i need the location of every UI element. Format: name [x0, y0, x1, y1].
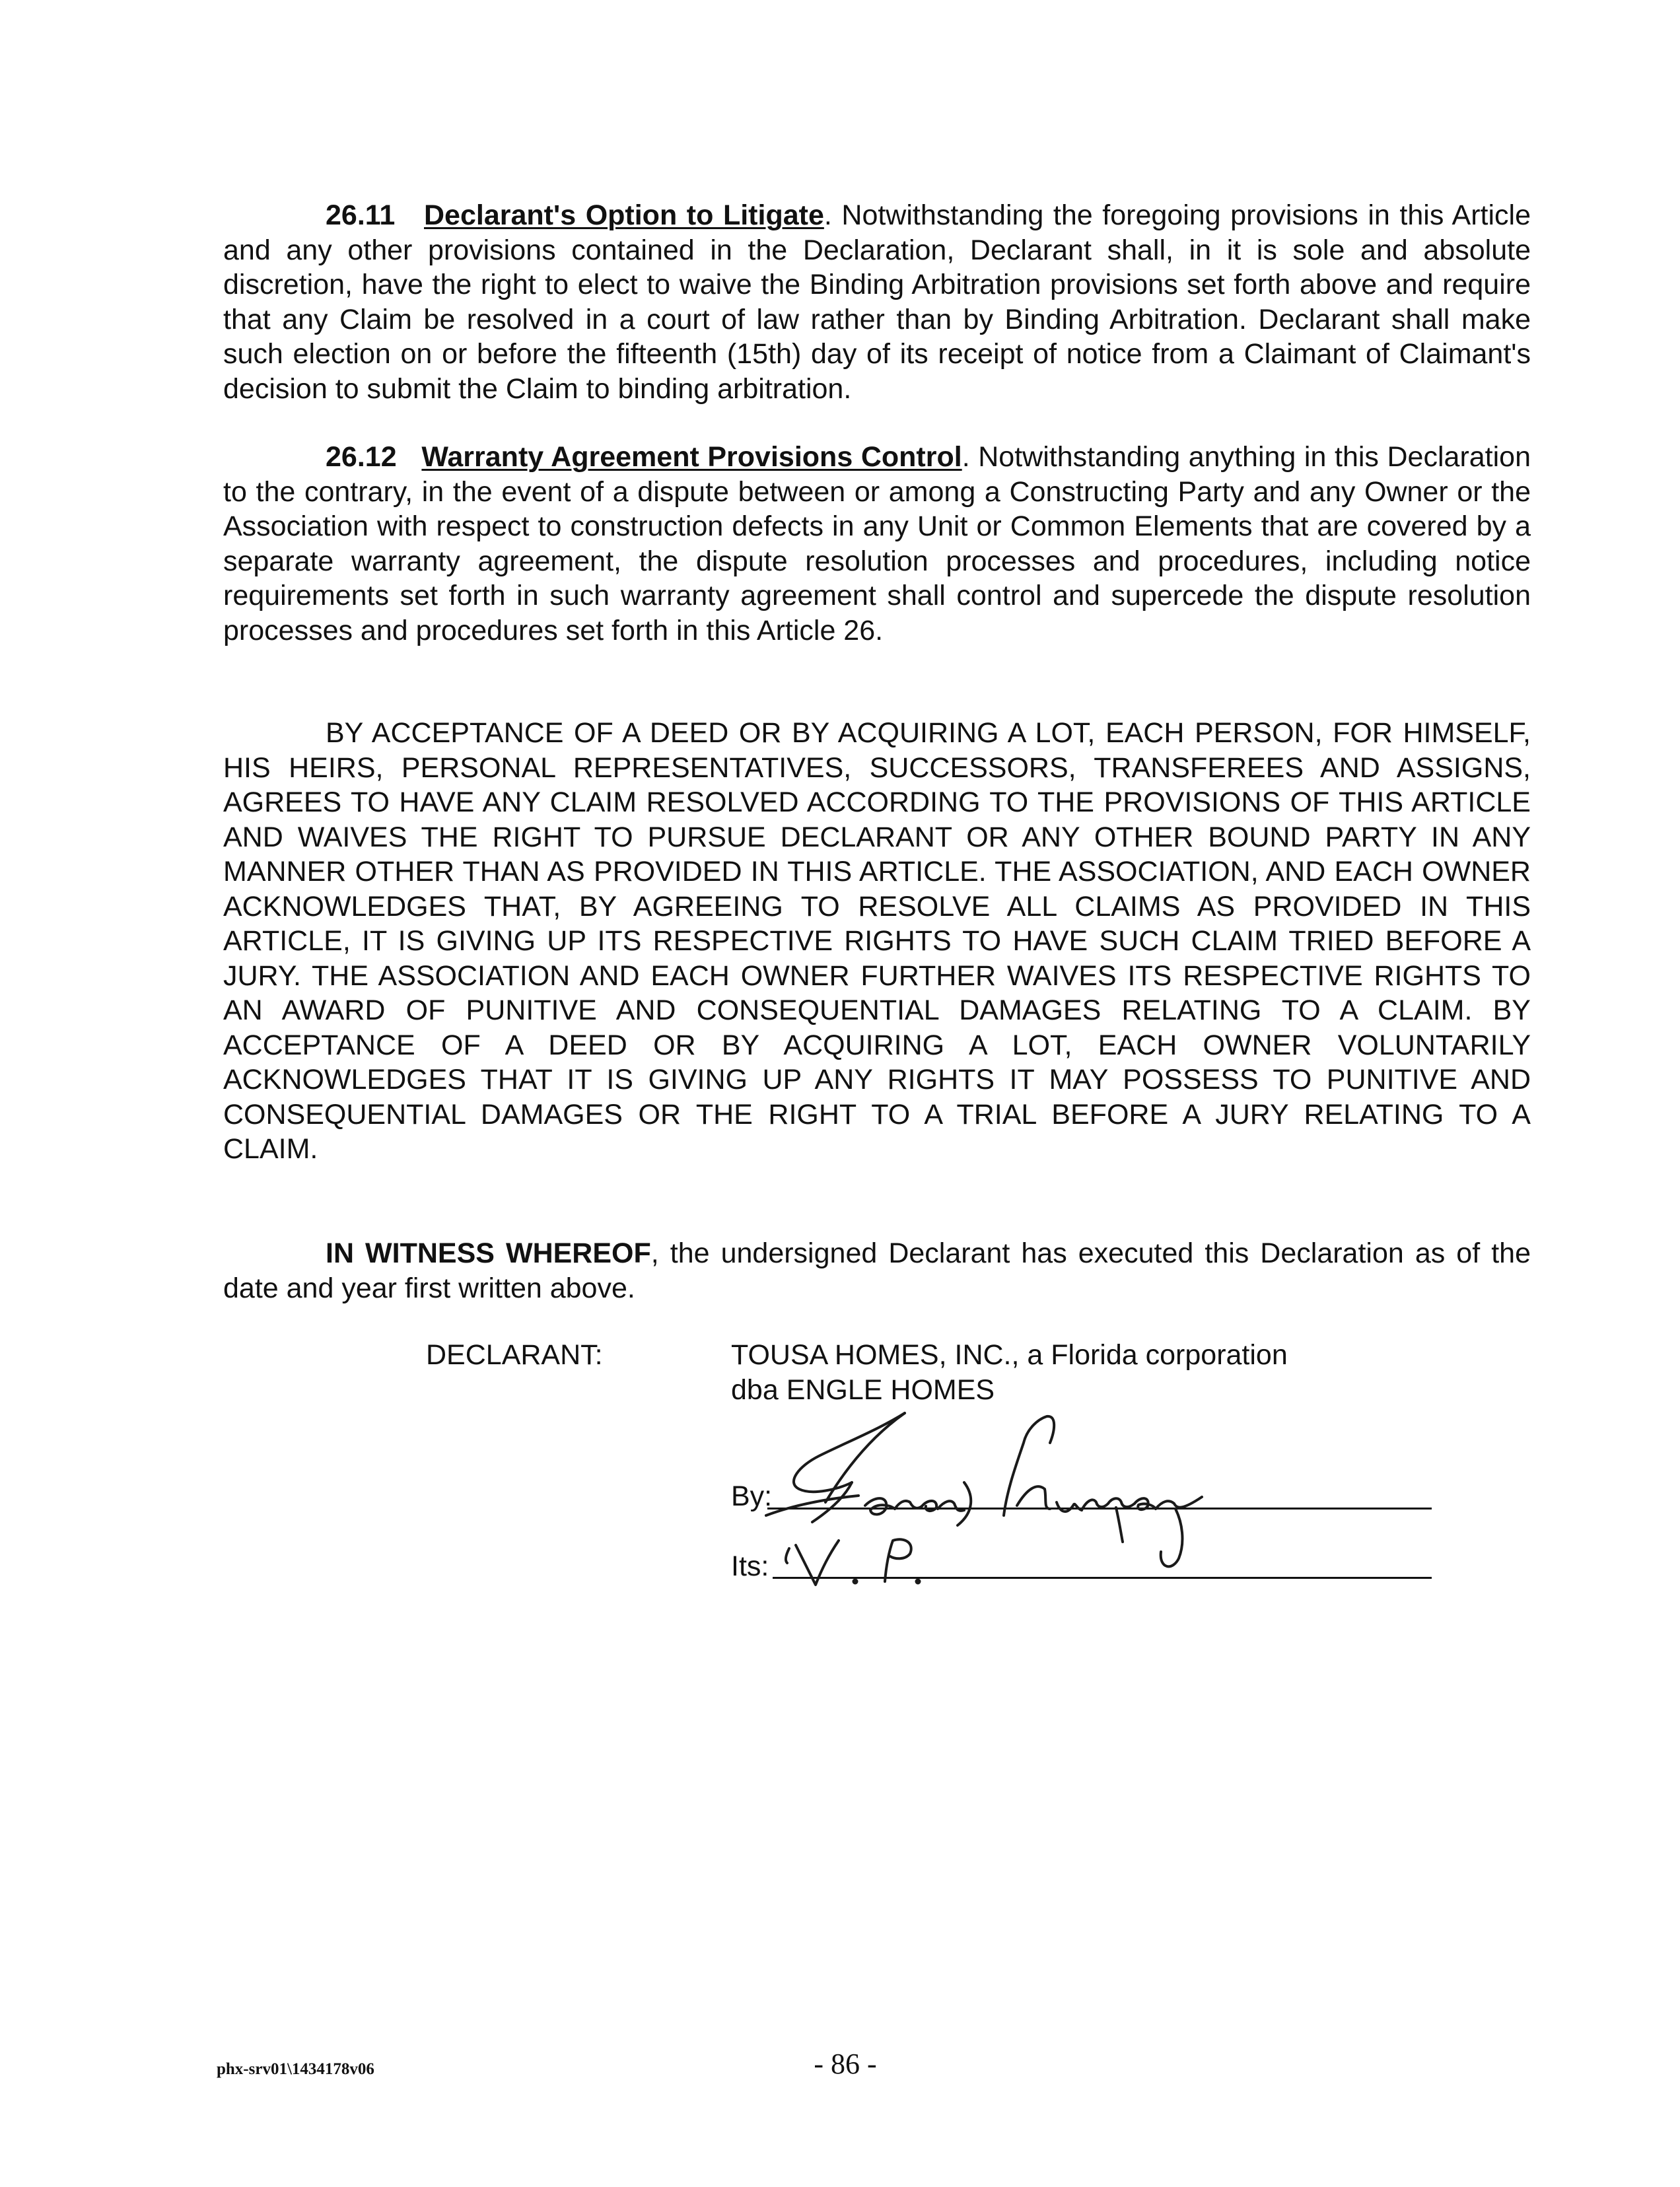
company-name: TOUSA HOMES, INC., a Florida corporation [731, 1339, 1288, 1371]
section-body: . Notwithstanding anything in this Declaration to the contrary, in the event of a dispute between or among a Constructing Party and any Owner or the Association with respect to construction defects in any Unit or Common Elements that are covered by a separate warranty agreement, the dispute resolution processes and procedures, including notice requirements set forth in such warranty agreement shall control and supercede the dispute resolution processes and procedures set forth in this Article 26. [223, 441, 1531, 646]
witness-body: , the undersigned Declarant has executed this Declaration as of the date and year first written above. [223, 1237, 1531, 1304]
section-title: Warranty Agreement Provisions Control [421, 441, 962, 473]
acceptance-clause-text: BY ACCEPTANCE OF A DEED OR BY ACQUIRING A LOT, EACH PERSON, FOR HIMSELF, HIS HEIRS, PERSONAL REPRESENTATIVES, SUCCESSORS, TRANSFEREES AND ASSIGNS, AGREES TO HAVE ANY CLAIM RESOLVED ACCORDING TO THE PROVISIONS OF THIS ARTICLE AND WAIVES THE RIGHT TO PURSUE DECLARANT OR ANY OTHER BOUND PARTY IN ANY MANNER OTHER THAN AS PROVIDED IN THIS ARTICLE. THE ASSOCIATION, AND EACH OWNER ACKNOWLEDGES THAT, BY AGREEING TO RESOLVE ALL CLAIMS AS PROVIDED IN THIS ARTICLE, IT IS GIVING UP ITS RESPECTIVE RIGHTS TO HAVE SUCH CLAIM TRIED BEFORE A JURY. THE ASSOCIATION AND EACH OWNER FURTHER WAIVES ITS RESPECTIVE RIGHTS TO AN AWARD OF PUNITIVE AND CONSEQUENTIAL DAMAGES RELATING TO A CLAIM. BY ACCEPTANCE OF A DEED OR BY ACQUIRING A LOT, EACH OWNER VOLUNTARILY ACKNOWLEDGES THAT IT IS GIVING UP ANY RIGHTS IT MAY POSSESS TO PUNITIVE AND CONSEQUENTIAL DAMAGES OR THE RIGHT TO A TRIAL BEFORE A JURY RELATING TO A CLAIM. [223, 717, 1531, 1165]
section-26-11-paragraph [223, 198, 1531, 406]
company-dba: dba ENGLE HOMES [731, 1374, 995, 1406]
witness-lead: IN WITNESS WHEREOF [326, 1237, 651, 1269]
page-number: - 86 - [814, 2048, 877, 2080]
acceptance-clause-paragraph [223, 716, 1531, 1167]
handwritten-signature [746, 1390, 1208, 1595]
declarant-label: DECLARANT: [426, 1339, 603, 1371]
section-number: 26.11 [326, 199, 396, 231]
section-26-12-paragraph [223, 440, 1531, 648]
witness-paragraph [223, 1236, 1531, 1305]
by-label: By: [731, 1480, 773, 1512]
section-body: . Notwithstanding the foregoing provisions in this Article and any other provisions contained in the Declaration, Declarant shall, in it is sole and absolute discretion, have the right to elect to waive the Binding Arbitration provisions set forth above and require that any Claim be resolved in a court of law rather than by Binding Arbitration. Declarant shall make such election on or before the fifteenth (15th) day of its receipt of notice from a Claimant of Claimant's decision to submit the Claim to binding arbitration. [223, 199, 1531, 405]
its-label: Its: [731, 1550, 769, 1582]
section-number: 26.12 [326, 441, 397, 473]
document-id: phx-srv01\1434178v06 [217, 2060, 374, 2078]
section-title: Declarant's Option to Litigate [424, 199, 824, 231]
